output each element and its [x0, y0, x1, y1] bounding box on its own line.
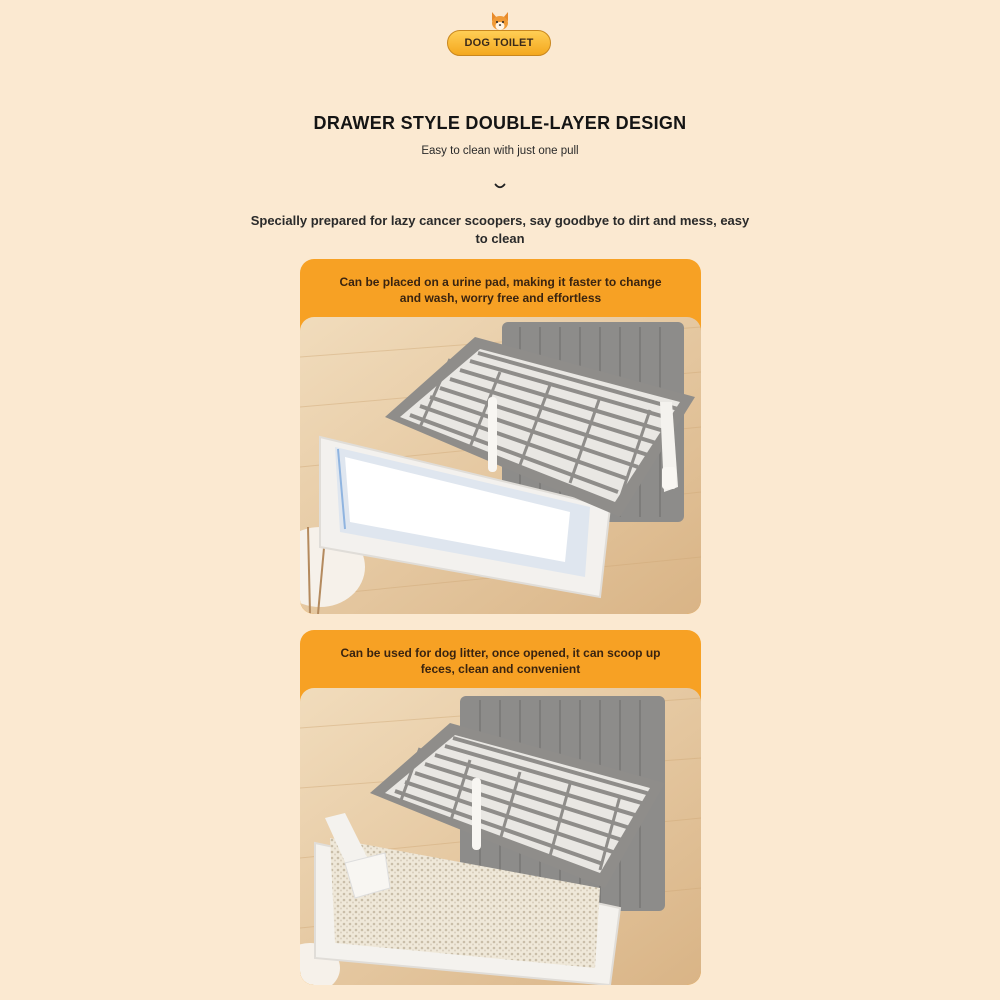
smile-icon: [494, 183, 506, 191]
card-caption: Can be used for dog litter, once opened, it can scoop up feces, clean and convenient: [340, 646, 661, 676]
brand-tag: [447, 8, 553, 56]
corgi-icon: [489, 10, 511, 32]
card-caption: Can be placed on a urine pad, making it faster to change and wash, worry free and effortless: [339, 275, 662, 305]
feature-card-urine-pad: [300, 259, 701, 614]
page-subtitle: Easy to clean with just one pull: [421, 145, 579, 157]
description-text: Specially prepared for lazy cancer scoopers, say goodbye to dirt and mess, easy to clean: [250, 213, 750, 246]
drawer-with-urine-pad-photo: [300, 317, 701, 614]
feature-card-dog-litter: [300, 630, 701, 985]
drawer-with-litter-photo: [300, 688, 701, 985]
page-title: DRAWER STYLE DOUBLE-LAYER DESIGN: [313, 113, 687, 133]
tag-label: DOG TOILET: [447, 30, 551, 56]
